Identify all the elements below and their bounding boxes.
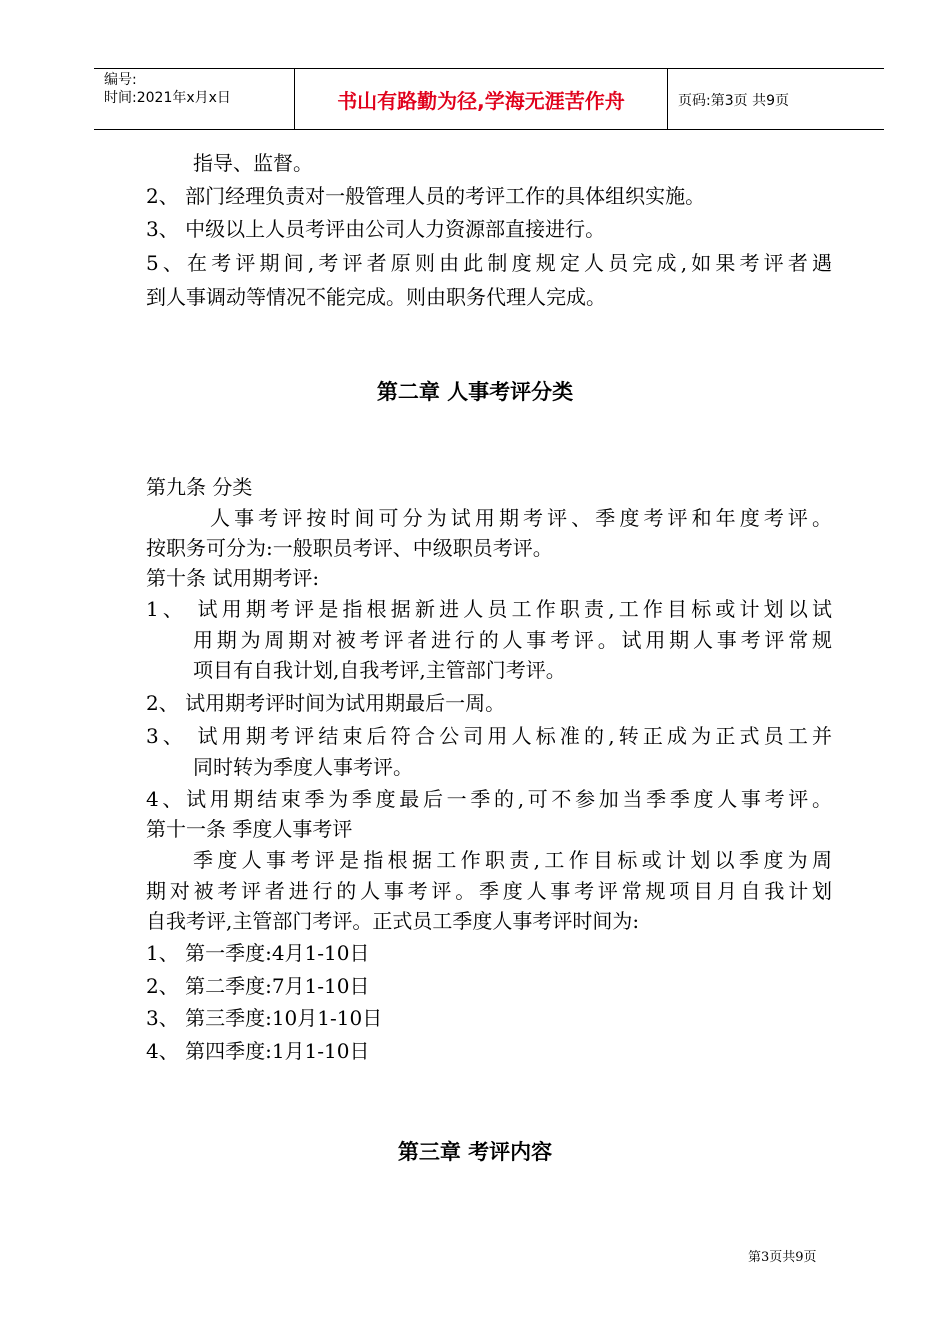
- time-label: 时间:2021年x月x日: [104, 90, 231, 106]
- body-line: 季度人事考评是指根据工作职责,工作目标或计划以季度为周: [193, 848, 832, 872]
- body-line: 指导、监督。: [193, 151, 313, 175]
- body-line: 2、 部门经理负责对一般管理人员的考评工作的具体组织实施。: [146, 184, 706, 208]
- body-line: 项目有自我计划,自我考评,主管部门考评。: [193, 658, 566, 682]
- body-line: 按职务可分为:一般职员考评、中级职员考评。: [146, 536, 553, 560]
- body-line: 到人事调动等情况不能完成。则由职务代理人完成。: [146, 285, 606, 309]
- body-line: 2、 第二季度:7月1-10日: [146, 974, 370, 998]
- body-line: 1、 试用期考评是指根据新进人员工作职责,工作目标或计划以试: [146, 597, 832, 621]
- chapter-title: 第三章 考评内容: [397, 1140, 553, 1164]
- page-footer: 第3页共9页: [748, 1250, 817, 1265]
- chapter-title: 第二章 人事考评分类: [376, 380, 574, 404]
- body-line: 2、 试用期考评时间为试用期最后一周。: [146, 691, 506, 715]
- body-line: 自我考评,主管部门考评。正式员工季度人事考评时间为:: [146, 909, 640, 933]
- header-page-info: 页码:第3页 共9页: [678, 93, 789, 109]
- body-line: 5、在考评期间,考评者原则由此制度规定人员完成,如果考评者遇: [146, 251, 832, 275]
- body-line: 1、 第一季度:4月1-10日: [146, 941, 370, 965]
- body-line: 3、 试用期考评结束后符合公司用人标准的,转正成为正式员工并: [146, 724, 832, 748]
- page-header: [94, 68, 884, 130]
- header-meta: [104, 71, 231, 107]
- body-line: 3、 第三季度:10月1-10日: [146, 1006, 383, 1030]
- header-motto: 书山有路勤为径,学海无涯苦作舟: [294, 69, 668, 129]
- article-title: 第十条 试用期考评:: [146, 566, 320, 590]
- number-label: 编号:: [104, 72, 137, 88]
- article-title: 第十一条 季度人事考评: [146, 817, 353, 841]
- body-line: 期对被考评者进行的人事考评。季度人事考评常规项目月自我计划: [146, 879, 832, 903]
- body-line: 同时转为季度人事考评。: [193, 755, 413, 779]
- body-line: 4、试用期结束季为季度最后一季的,可不参加当季季度人事考评。: [146, 787, 832, 811]
- body-line: 4、 第四季度:1月1-10日: [146, 1039, 370, 1063]
- body-line: 人事考评按时间可分为试用期考评、季度考评和年度考评。: [210, 506, 832, 530]
- body-line: 用期为周期对被考评者进行的人事考评。试用期人事考评常规: [193, 628, 832, 652]
- body-line: 3、 中级以上人员考评由公司人力资源部直接进行。: [146, 217, 606, 241]
- article-title: 第九条 分类: [146, 475, 253, 499]
